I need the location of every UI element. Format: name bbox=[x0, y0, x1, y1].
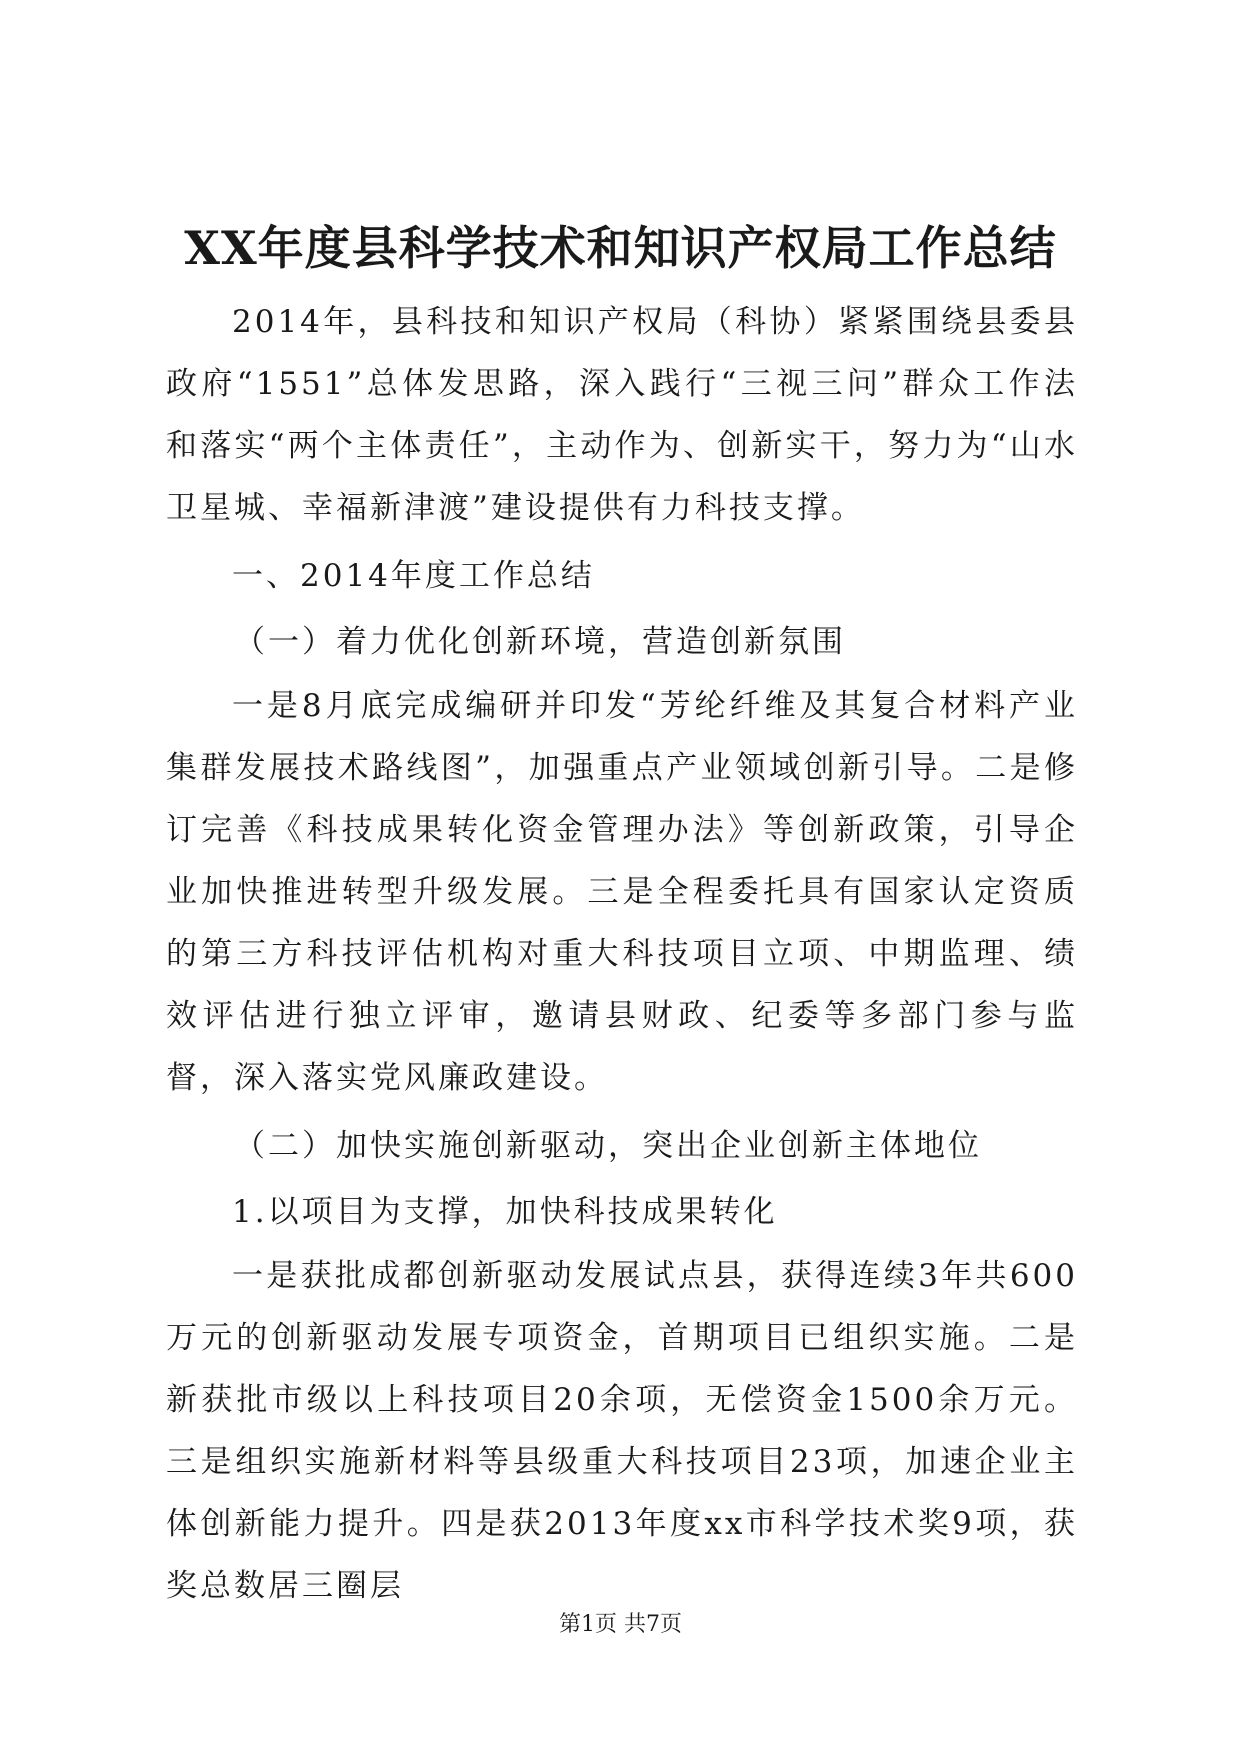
subsection-heading: （一）着力优化创新环境，营造创新氛围 bbox=[234, 624, 846, 660]
intro-paragraph: 2014年，县科技和知识产权局（科协）紧紧围绕县委县政府“1551”总体发思路，深入践行“三视三问”群众工作法和落实“两个主体责任”，主动作为、创新实干，努力为“山水卫星城、幸福新津渡”建设提供有力科技支撑。 bbox=[166, 304, 1078, 526]
body-paragraph: 一是获批成都创新驱动发展试点县，获得连续3年共600万元的创新驱动发展专项资金，首期项目已组织实施。二是新获批市级以上科技项目20余项，无偿资金1500余万元。三是组织实施新材料等县级重大科技项目23项，加速企业主体创新能力提升。四是获2013年度xx市科学技术奖9项，获奖总数居三圈层 bbox=[166, 1258, 1078, 1604]
subsection-heading: （二）加快实施创新驱动，突出企业创新主体地位 bbox=[234, 1128, 982, 1164]
document-title: XX年度县科学技术和知识产权局工作总结 bbox=[184, 221, 1057, 275]
item-heading: 1.以项目为支撑，加快科技成果转化 bbox=[232, 1194, 778, 1230]
body-paragraph: 一是8月底完成编研并印发“芳纶纤维及其复合材料产业集群发展技术路线图”，加强重点产业领域创新引导。二是修订完善《科技成果转化资金管理办法》等创新政策，引导企业加快推进转型升级发展。三是全程委托具有国家认定资质的第三方科技评估机构对重大科技项目立项、中期监理、绩效评估进行独立评审，邀请县财政、纪委等多部门参与监督，深入落实党风廉政建设。 bbox=[166, 688, 1078, 1096]
section-heading: 一、2014年度工作总结 bbox=[232, 558, 595, 594]
document-body bbox=[166, 291, 1078, 1617]
page-number: 第1页 共7页 bbox=[559, 1612, 682, 1637]
